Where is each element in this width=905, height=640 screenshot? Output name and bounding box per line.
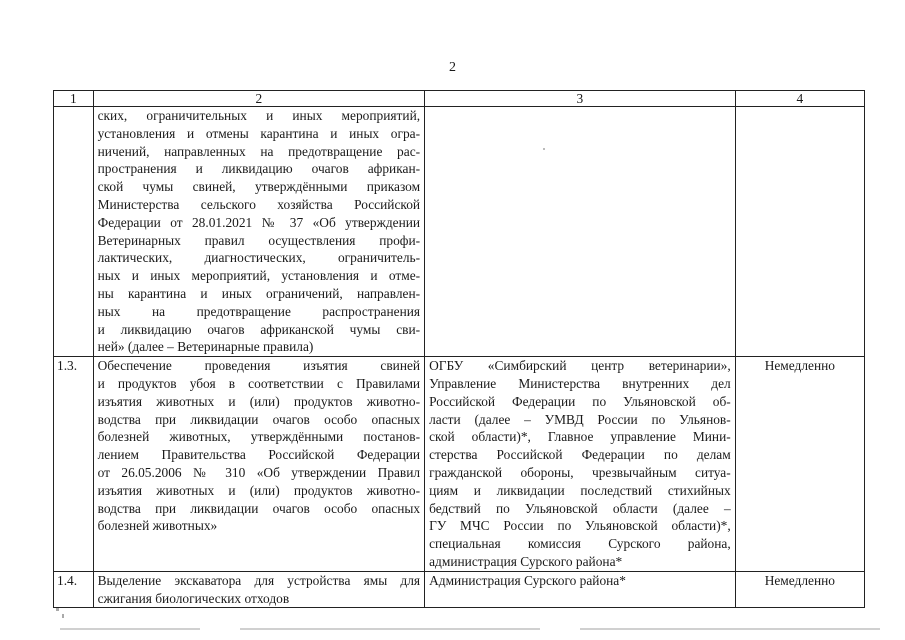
- table-body: [54, 107, 865, 608]
- measure-cell: [93, 357, 424, 572]
- text-line: ней» (далее – Ветеринарные правила): [97, 339, 314, 355]
- text-line: Управление Министерства внутренних дел: [429, 375, 731, 391]
- text-line: установления и отмены карантина и иных огра-: [97, 125, 421, 141]
- text-line: Обеспечение проведения изъятия свиней: [97, 358, 421, 374]
- text-line: Федерации от 28.01.2021 № 37 «Об утверждении: [97, 214, 421, 230]
- text-line: ных на предотвращение распространения: [97, 303, 421, 319]
- scan-edge-mark: [240, 628, 540, 630]
- text-line: водства при ликвидации очагов особо опасных: [97, 500, 421, 516]
- deadline-cell: Немедленно: [735, 571, 864, 608]
- text-line: пространения и ликвидацию очагов африкан-: [97, 161, 421, 177]
- text-line: сжигания биологических отходов: [97, 590, 290, 606]
- deadline-cell: [735, 107, 864, 357]
- text-line: ской чумы свиней, утверждёнными приказом: [97, 179, 421, 195]
- text-line: водства при ликвидации очагов особо опасных: [97, 411, 421, 427]
- text-line: от 26.05.2006 № 310 «Об утверждении Правил: [97, 464, 421, 480]
- text-line: Ветеринарных правил осуществления профи-: [97, 232, 421, 248]
- header-cell-3: 3: [425, 91, 736, 107]
- table-header-row: [54, 91, 865, 107]
- text-line: лением Правительства Российской Федерации: [97, 447, 421, 463]
- item-number-cell: 1.4.: [54, 571, 94, 608]
- header-cell-4: 4: [735, 91, 864, 107]
- text-line: ской области)*, Главное управление Мини-: [429, 429, 731, 445]
- scan-edge-mark: [60, 628, 200, 630]
- text-line: изъятия животных и (или) продуктов животно-: [97, 393, 421, 409]
- header-cell-2: 2: [93, 91, 424, 107]
- header-cell-1: 1: [54, 91, 94, 107]
- table-row: [54, 357, 865, 572]
- text-line: циям и ликвидации последствий стихийных: [429, 482, 731, 498]
- text-line: ГУ МЧС России по Ульяновской области)*,: [429, 518, 731, 534]
- text-line: ны карантина и иных ограничений, направлен-: [97, 285, 421, 301]
- executor-cell: [425, 571, 736, 608]
- executor-cell: [425, 357, 736, 572]
- scan-speck: [543, 148, 545, 150]
- item-number-cell: [54, 107, 94, 357]
- text-line: Выделение экскаватора для устройства ямы для: [97, 572, 421, 588]
- table-row: [54, 571, 865, 608]
- text-line: ных и иных мероприятий, установления и отме-: [97, 268, 421, 284]
- text-line: администрация Сурского района*: [429, 553, 623, 569]
- scan-speck: [62, 614, 64, 618]
- text-line: Министерства сельского хозяйства Российской: [97, 196, 421, 212]
- table-row: [54, 107, 865, 357]
- text-line: гражданской обороны, чрезвычайным ситуа-: [429, 464, 731, 480]
- text-line: Российской Федерации по Ульяновской об-: [429, 393, 731, 409]
- measure-cell: [93, 571, 424, 608]
- text-line: лактических, диагностических, ограничитель-: [97, 250, 421, 266]
- text-line: ничений, направленных на предотвращение рас-: [97, 143, 421, 159]
- text-line: специальная комиссия Сурского района,: [429, 536, 731, 552]
- text-line: и ликвидацию очагов африканской чумы сви-: [97, 321, 421, 337]
- text-line: болезней животных, утверждёнными постанов-: [97, 429, 421, 445]
- deadline-cell: Немедленно: [735, 357, 864, 572]
- text-line: ских, ограничительных и иных мероприятий,: [97, 108, 421, 123]
- text-line: стерства Российской Федерации по делам: [429, 447, 731, 463]
- text-line: и продуктов убоя в соответствии с Правилами: [97, 375, 421, 391]
- measures-table: [53, 90, 865, 608]
- executor-cell: [425, 107, 736, 357]
- item-number-cell: 1.3.: [54, 357, 94, 572]
- text-line: бедствий по Ульяновской области (далее –: [429, 500, 731, 516]
- text-line: изъятия животных и (или) продуктов животно-: [97, 482, 421, 498]
- page-number: 2: [449, 60, 456, 75]
- text-line: болезней животных»: [97, 518, 218, 534]
- scan-edge-mark: [580, 628, 880, 630]
- text-line: ласти (далее – УМВД России по Ульянов-: [429, 411, 731, 427]
- measure-cell: [93, 107, 424, 357]
- text-line: Администрация Сурского района*: [429, 572, 626, 588]
- text-line: ОГБУ «Симбирский центр ветеринарии»,: [429, 358, 731, 374]
- scan-speck: [56, 608, 59, 611]
